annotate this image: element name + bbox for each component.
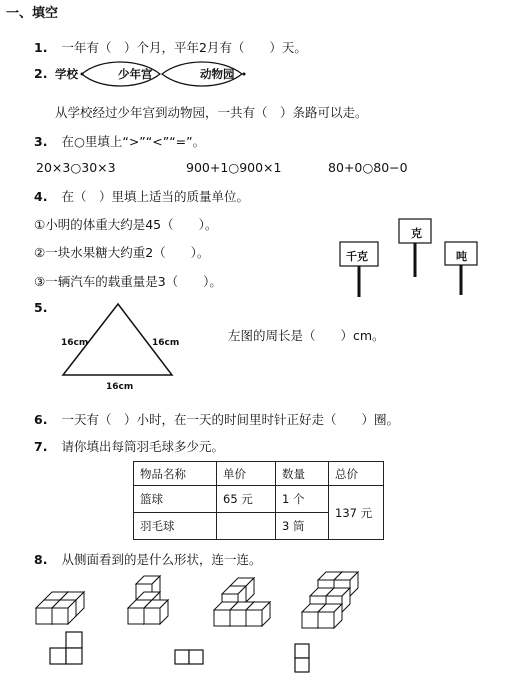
side-view-1 bbox=[50, 632, 82, 664]
question-text: 在○里填上“>”“<”“=”。 bbox=[61, 134, 206, 149]
question-8 bbox=[34, 550, 261, 568]
question-number: 7. bbox=[34, 439, 48, 454]
cube-figure-3 bbox=[214, 578, 270, 626]
side-view-3 bbox=[295, 644, 309, 672]
label-school: 学校 bbox=[55, 67, 78, 81]
price-table bbox=[133, 461, 384, 540]
question-6 bbox=[34, 410, 399, 428]
sign-kilogram-label: 千克 bbox=[346, 250, 368, 263]
side-left-label: 16cm bbox=[61, 338, 89, 348]
question-1 bbox=[34, 38, 307, 56]
table-header: 单价 bbox=[217, 462, 276, 486]
mass-item-3: ③一辆汽车的载重量是3（ ）。 bbox=[34, 274, 222, 289]
table-cell: 羽毛球 bbox=[134, 513, 217, 540]
question-7 bbox=[34, 437, 224, 455]
section-title: 一、填空 bbox=[6, 6, 59, 21]
compare-item-1: 20×3○30×3 bbox=[36, 160, 116, 175]
side-bottom-label: 16cm bbox=[106, 382, 134, 392]
side-view-2 bbox=[175, 650, 203, 664]
table-header: 数量 bbox=[276, 462, 329, 486]
compare-item-3: 80+0○80−0 bbox=[328, 160, 408, 175]
sign-ton-label: 吨 bbox=[456, 250, 467, 263]
table-cell: 3 筒 bbox=[276, 513, 329, 540]
question-number: 8. bbox=[34, 552, 48, 567]
question-text: 左图的周长是（ ）cm。 bbox=[228, 328, 385, 343]
table-header: 总价 bbox=[329, 462, 384, 486]
table-cell-total: 137 元 bbox=[329, 486, 384, 540]
cube-figure-4 bbox=[302, 572, 358, 628]
label-zoo: 动物园 bbox=[200, 67, 235, 81]
table-cell: 1 个 bbox=[276, 486, 329, 513]
side-right-label: 16cm bbox=[152, 338, 180, 348]
question-text: 从学校经过少年宫到动物园，一共有（ ）条路可以走。 bbox=[55, 105, 368, 120]
question-text: 一天有（ ）小时，在一天的时间里时针正好走（ ）圈。 bbox=[61, 412, 399, 427]
compare-item-2: 900+1○900×1 bbox=[186, 160, 282, 175]
table-cell: 65 元 bbox=[217, 486, 276, 513]
question-3 bbox=[34, 132, 205, 150]
question-number: 4. bbox=[34, 189, 48, 204]
cube-figures bbox=[30, 572, 500, 632]
question-number: 5. bbox=[34, 300, 48, 315]
mass-item-1: ①小明的体重大约是45（ ）。 bbox=[34, 217, 218, 232]
table-header: 物品名称 bbox=[134, 462, 217, 486]
question-text: 一年有（ ）个月，平年2月有（ ）天。 bbox=[61, 40, 307, 55]
cube-figure-2 bbox=[128, 576, 168, 624]
question-number: 3. bbox=[34, 134, 48, 149]
sign-gram-label: 克 bbox=[411, 227, 422, 240]
question-number: 6. bbox=[34, 412, 48, 427]
label-youth-palace: 少年宫 bbox=[118, 67, 153, 81]
mass-item-2: ②一块水果糖大约重2（ ）。 bbox=[34, 245, 210, 260]
table-cell-blank bbox=[217, 513, 276, 540]
side-views bbox=[40, 630, 340, 678]
question-text: 从侧面看到的是什么形状，连一连。 bbox=[61, 552, 262, 567]
question-text: 在（ ）里填上适当的质量单位。 bbox=[61, 189, 249, 204]
table-cell: 篮球 bbox=[134, 486, 217, 513]
cube-figure-1 bbox=[36, 592, 84, 624]
question-4 bbox=[34, 187, 249, 205]
question-number: 1. bbox=[34, 40, 48, 55]
question-text: 请你填出每筒羽毛球多少元。 bbox=[61, 439, 224, 454]
question-number: 2. bbox=[34, 66, 48, 81]
